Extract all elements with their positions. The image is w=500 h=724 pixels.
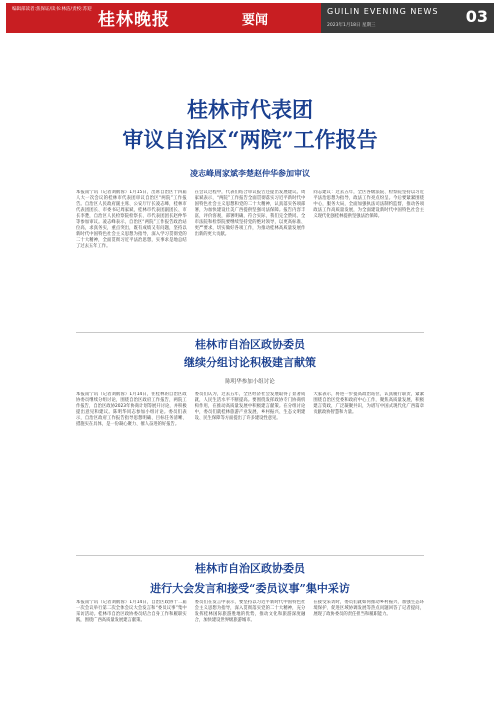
article3-column: 在接受采访时，委员们就如何推动乡村振兴、加强生态环境保护、促进区域协调发展等热点问题回答了记者提问，展现了政协委员的责任担当和履职能力。 — [313, 600, 425, 617]
article1-column: 本报南宁讯（记者刘鹤蓉）1月15日，出席自治区十四届人大一次会议的桂林市代表团审议自治区“两院”工作报告。自治区人民政府副主席、公安厅厅长凌志峰，桂林市代表团团长、市委书记周家斌，桂林市代表团副团长、市长李楚，自治区人民检察院检察长、市代表团团长赵仲华等参加审议。凌志峰表示，自治区“两院”工作报告政治站位高，求真务实，重点突出，既有成绩又有问题，坚持以新时代中国特色社会主义思想为指导，深入学习贯彻党的二十大精神，全面贯彻习近平法治思想，实事求是地总结了过去五年工作。 — [76, 190, 187, 249]
article1-title-line1: 桂林市代表团 — [187, 97, 313, 122]
article3-body — [76, 600, 424, 718]
article1-body — [76, 190, 424, 330]
article2-title-line1: 桂林市自治区政协委员 — [195, 338, 305, 351]
page-header — [0, 0, 500, 36]
divider — [76, 555, 424, 556]
article3-column: 委员们在发言中表示，要坚持以习近平新时代中国特色社会主义思想为指导，深入贯彻落实党的二十大精神，充分发挥桂林国际旅游胜地的优势，推动文化和旅游深度融合，加快建设世界级旅游城市。 — [194, 600, 306, 623]
article1-column: 在会议过程中，代表们结合审议报告还提出发展建议。周家斌表示，“两院”工作报告全面贯彻落实习近平新时代中国特色社会主义思想和党的二十大精神，认真落实各项部署，为加快建设壮美广西提供坚强司法保障。报告内容丰富，评价客观，部署明确，符合实际，我们完全赞同。全市法院和检察院要继续坚持党的绝对领导，以更高标准、更严要求，切实做好各项工作，为推动桂林高质量发展作出新的更大贡献。 — [194, 190, 306, 237]
masthead-subline: 编辑部读者:焦保证/读书:林洁/责校:苏迎 — [12, 7, 92, 12]
section-title: 要闻 — [242, 13, 269, 28]
article2-byline: 陈明华参加小组讨论 — [225, 379, 275, 385]
newspaper-logo: 桂林晚报 — [98, 10, 170, 30]
english-name: GUILIN EVENING NEWS — [327, 7, 439, 16]
article2-column: 大家表示，将进一步提高政治站位，认真履行职责，紧紧围绕自治区党委和政府中心工作，聚焦高质量发展，积极建言资政，广泛凝聚共识，为谱写中国式现代化广西篇章贡献政协智慧和力量。 — [313, 392, 425, 415]
article3-title-line2: 进行大会发言和接受“委员议事”集中采访 — [150, 582, 350, 595]
divider — [76, 332, 424, 333]
article1-title-line2: 审议自治区“两院”工作报告 — [122, 127, 378, 152]
article2-column: 本报南宁讯（记者刘鹤蓉）1月14日，住桂林的自治区政协委员继续分组讨论，围绕自治区政府工作报告，两院工作报告，自治区政协2023年协商计划等展开讨论，并积极提出意见和建议。陈明华同志参加小组讨论。委员们表示，自治区政府工作报告指导思想明确、目标任务清晰、措施实在具体，是一份凝心聚力、催人奋进的好报告。 — [76, 392, 187, 427]
article3-column: 本报南宁讯（记者刘鹤蓉）1月14日，自治区政协十二届一次会议举行第二次全体会议大会发言和“委员议事”集中采访活动。桂林市自治区政协委员结合自身工作和履职实践，围绕广西高质量发展建言献策。 — [76, 600, 187, 623]
header-info-bar — [321, 3, 494, 33]
page-number: 03 — [465, 7, 488, 26]
article3-title-line1: 桂林市自治区政协委员 — [195, 562, 305, 575]
article2-title-line2: 继续分组讨论积极建言献策 — [184, 356, 316, 369]
article2-column: 委员们认为，过去五年，全区经济社会发展取得了显著成就，人民生活水平不断提高。要围绕发挥政协专门协商机构作用，在推动高质量发展中积极建言献策。在分组讨论中，委员们就桂林旅游产业发展、乡村振兴、生态文明建设、民生保障等方面提出了许多建设性意见。 — [194, 392, 306, 421]
article2-body — [76, 392, 424, 552]
article1-subtitle: 凌志峰周家斌李楚赵仲华参加审议 — [190, 169, 310, 178]
issue-date: 2023年1月18日 星期三 — [327, 23, 376, 28]
masthead — [6, 3, 321, 33]
article1-column: 同志建议：过去五年，全区各级法院、检察院坚持以习近平法治思想为指导，政法工作亮点纷呈。今后要紧紧围绕中心，服务大局，全面加强执法司法制约监督，推动各项政法工作高质量发展，为全面建设新时代中国特色社会主义现代化强桂林提供坚强法治保障。 — [313, 190, 425, 219]
